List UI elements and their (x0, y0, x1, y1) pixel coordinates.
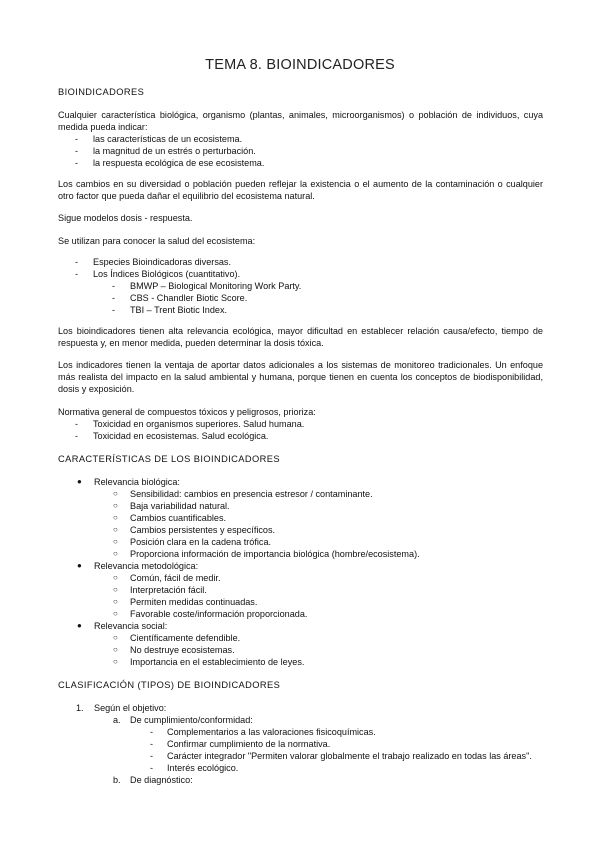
list-item: ○ Importancia en el establecimiento de leyes. (113, 657, 305, 667)
list-item: - Interés ecológico. (150, 763, 239, 773)
page-title: TEMA 8. BIOINDICADORES (205, 57, 395, 73)
classification-list (58, 702, 543, 786)
section-heading-caracteristicas: CARACTERÍSTICAS DE LOS BIOINDICADORES (58, 454, 280, 464)
paragraph-relevance: Los bioindicadores tienen alta relevancia ecológica, mayor dificultad en establecer relación causa/efecto, tiempo de respuesta y, en menor medida, pueden determinar la dosis tóxica. (58, 326, 543, 348)
paragraph-intro: Cualquier característica biológica, organismo (plantas, animales, microorganismos) o población de individuos, cuya medida pueda indicar: (58, 110, 543, 132)
list-item: ○ Proporciona información de importancia biológica (hombre/ecosistema). (113, 549, 420, 559)
list-group-label: ● Relevancia social: (77, 621, 168, 631)
list-item: ○ Común, fácil de medir. (113, 573, 221, 583)
list-item: - Carácter integrador "Permiten valorar globalmente el trabajo realizado en todas las áreas". (150, 751, 532, 761)
characteristics-list (58, 476, 543, 668)
list-item: ○ Científicamente defendible. (113, 633, 241, 643)
section-heading-clasificacion: CLASIFICACIÓN (TIPOS) DE BIOINDICADORES (58, 680, 281, 690)
list-item: ○ Baja variabilidad natural. (113, 501, 230, 511)
list-item: ○ Cambios persistentes y específicos. (113, 525, 276, 535)
list-item: - Toxicidad en organismos superiores. Salud humana. (75, 419, 305, 429)
list-group-label: ● Relevancia metodológica: (77, 561, 199, 571)
list-item: ○ Sensibilidad: cambios en presencia estresor / contaminante. (113, 489, 373, 499)
list-item-level2: a. De cumplimiento/conformidad: (113, 715, 253, 725)
section-heading-bioindicadores: BIOINDICADORES (58, 87, 145, 97)
normativa-list (58, 418, 543, 442)
list-item: - las características de un ecosistema. (75, 134, 243, 144)
paragraph-advantage: Los indicadores tienen la ventaja de aportar datos adicionales a los sistemas de monitoreo tradicionales. Un enfoque más realista del impacto en la salud ambiental y humana, porque tienen en cuenta los conceptos de biodisponibilidad, dosis y exposición. (58, 360, 543, 394)
list-item: ○ No destruye ecosistemas. (113, 645, 235, 655)
list-item: - Los Índices Biológicos (cuantitativo). (75, 269, 241, 279)
list-item: ○ Permiten medidas continuadas. (113, 597, 258, 607)
list-item: - la magnitud de un estrés o perturbación. (75, 146, 256, 156)
list-item: - la respuesta ecológica de ese ecosistema. (75, 158, 265, 168)
list-item: - CBS - Chandler Biotic Score. (112, 293, 248, 303)
list-item-level1: 1. Según el objetivo: (76, 703, 167, 713)
uses-list (58, 256, 543, 316)
intro-list (58, 133, 543, 169)
list-item: ○ Cambios cuantificables. (113, 513, 227, 523)
paragraph-normativa: Normativa general de compuestos tóxicos y peligrosos, prioriza: (58, 407, 316, 417)
list-item: ○ Posición clara en la cadena trófica. (113, 537, 272, 547)
list-item-level2: b. De diagnóstico: (113, 775, 193, 785)
list-item: - Confirmar cumplimiento de la normativa. (150, 739, 331, 749)
list-item: - Toxicidad en ecosistemas. Salud ecológica. (75, 431, 269, 441)
paragraph-models: Sigue modelos dosis - respuesta. (58, 213, 193, 223)
list-group-label: ● Relevancia biológica: (77, 477, 180, 487)
paragraph-changes: Los cambios en su diversidad o población pueden reflejar la existencia o el aumento de la contaminación o cualquier otro factor que pueda dañar el equilibrio del ecosistema natural. (58, 179, 543, 201)
list-item: - Complementarios a las valoraciones fisicoquímicas. (150, 727, 376, 737)
list-item: - BMWP – Biological Monitoring Work Party. (112, 281, 302, 291)
list-item: - Especies Bioindicadoras diversas. (75, 257, 231, 267)
paragraph-uses: Se utilizan para conocer la salud del ecosistema: (58, 236, 256, 246)
list-item: ○ Interpretación fácil. (113, 585, 207, 595)
list-item: ○ Favorable coste/información proporcionada. (113, 609, 308, 619)
list-item: - TBI – Trent Biotic Index. (112, 305, 228, 315)
